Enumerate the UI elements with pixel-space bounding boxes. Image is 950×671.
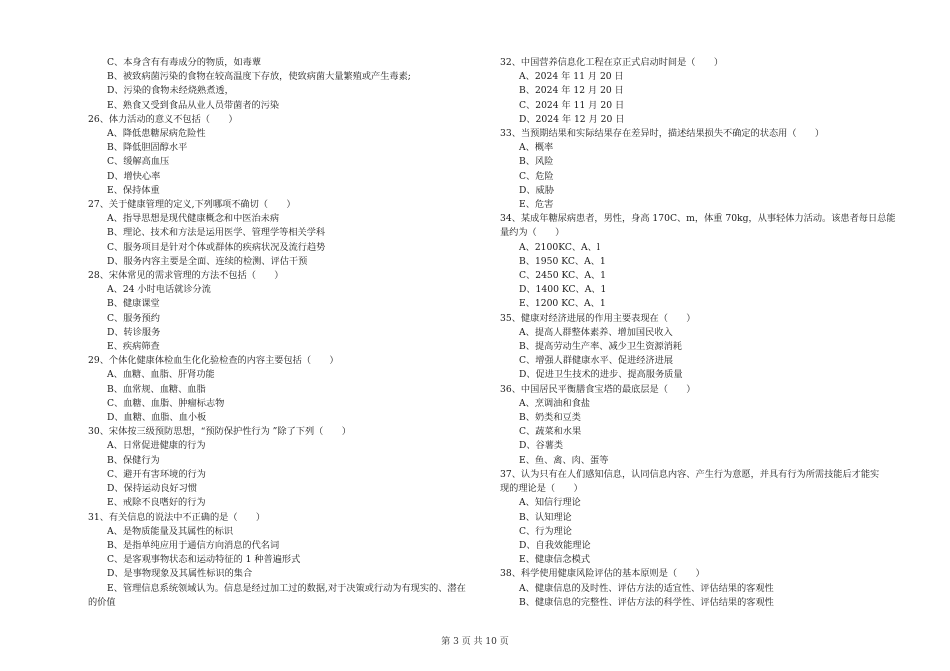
answer-option: C、蔬菜和水果 — [519, 426, 582, 438]
answer-option: A、降低患糖尿病危险性 — [107, 128, 206, 140]
answer-option: B、提高劳动生产率、减少卫生资源消耗 — [519, 341, 682, 353]
answer-option: A、血糖、血脂、肝肾功能 — [107, 369, 215, 381]
answer-option: A、24 小时电话就诊分流 — [107, 284, 211, 296]
answer-option: A、日常促进健康的行为 — [107, 440, 206, 452]
answer-option: C、服务项目是针对个体或群体的疾病状况及流行趋势 — [107, 241, 326, 253]
right-column — [500, 56, 900, 610]
answer-option: B、理论、技术和方法是运用医学、管理学等相关学科 — [107, 227, 326, 239]
answer-option: B、认知理论 — [519, 511, 572, 523]
answer-option: B、血常规、血糖、血脂 — [107, 383, 206, 395]
answer-option: C、是客观事物状态和运动特征的 1 种普遍形式 — [107, 554, 301, 566]
answer-option: A、知信行理论 — [519, 497, 581, 509]
answer-option: A、概率 — [519, 142, 554, 154]
answer-option: D、转诊服务 — [107, 326, 161, 338]
answer-option: C、2024 年 11 月 20 日 — [519, 99, 625, 111]
answer-option: C、行为理论 — [519, 525, 572, 537]
answer-option: B、奶类和豆类 — [519, 412, 581, 424]
question-text: 27、关于健康管理的定义,下列哪项不确切（ ） — [88, 199, 296, 211]
answer-option: D、服务内容主要是全面、连续的检测、评估干预 — [107, 255, 308, 267]
answer-option: B、2024 年 12 月 20 日 — [519, 85, 624, 97]
answer-option: E、健康信念模式 — [519, 554, 591, 566]
answer-option: B、风险 — [519, 156, 554, 168]
answer-option: C、缓解高血压 — [107, 156, 170, 168]
answer-option: A、健康信息的及时性、评估方法的适宜性、评估结果的客观性 — [519, 582, 774, 594]
answer-option: D、血糖、血脂、血小板 — [107, 412, 207, 424]
answer-option: D、2024 年 12 月 20 日 — [519, 113, 625, 125]
answer-option: B、1950 KC、A、1 — [519, 255, 606, 267]
answer-option: B、是指单纯应用于通信方向消息的代名词 — [107, 539, 280, 551]
answer-option: D、保持运动良好习惯 — [107, 483, 198, 495]
answer-option: D、是事物现象及其属性标识的集合 — [107, 568, 253, 580]
answer-option: E、保持体重 — [107, 184, 160, 196]
answer-option: B、健康课堂 — [107, 298, 160, 310]
question-text: 29、个体化健康体检血生化化验检查的内容主要包括（ ） — [88, 355, 339, 367]
answer-option: E、1200 KC、A、1 — [519, 298, 606, 310]
answer-option: A、2024 年 11 月 20 日 — [519, 71, 624, 83]
answer-option: D、自我效能理论 — [519, 539, 591, 551]
answer-option: A、指导思想是现代健康概念和中医治未病 — [107, 213, 280, 225]
answer-option: D、谷薯类 — [519, 440, 564, 452]
question-text: 现的理论是（ ） — [500, 483, 583, 495]
question-text: 33、当预期结果和实际结果存在差异时，描述结果损失不确定的状态用（ ） — [500, 128, 825, 140]
answer-option: E、危害 — [519, 199, 554, 211]
page-number-footer: 第 3 页 共 10 页 — [441, 637, 509, 647]
question-text: 32、中国营养信息化工程在京正式启动时间是（ ） — [500, 57, 724, 68]
answer-option: C、血糖、血脂、肿瘤标志物 — [107, 397, 225, 409]
answer-option: C、服务预约 — [107, 312, 160, 324]
answer-option: E、疾病筛查 — [107, 341, 160, 353]
answer-option: B、被致病菌污染的食物在较高温度下存放，使致病菌大量繁殖或产生毒素; — [107, 71, 411, 83]
answer-option: B、健康信息的完整性、评估方法的科学性、评估结果的客观性 — [519, 596, 774, 608]
question-text: 量约为（ ） — [500, 227, 565, 239]
answer-option: B、保健行为 — [107, 454, 160, 466]
answer-option: E、鱼、禽、肉、蛋等 — [519, 454, 609, 466]
answer-option: A、烹调油和食盐 — [519, 397, 590, 409]
answer-option: C、增强人群健康水平、促进经济进展 — [519, 355, 674, 367]
answer-option: C、本身含有有毒成分的物质，如毒蕈 — [107, 57, 262, 68]
answer-option: E、熟食又受到食品从业人员带菌者的污染 — [107, 99, 280, 111]
left-column — [88, 56, 490, 610]
answer-option: A、提高人群整体素养、增加国民收入 — [519, 326, 673, 338]
question-text: 31、有关信息的说法中不正确的是（ ） — [88, 511, 266, 523]
answer-option: D、污染的食物未经烧熟煮透， — [107, 85, 234, 97]
answer-option: A、是物质能量及其属性的标识 — [107, 525, 234, 537]
answer-option: A、2100KC、A、l — [519, 241, 600, 253]
answer-option: C、避开有害环境的行为 — [107, 468, 206, 480]
question-text: 30、宋体按三级预防思想，“预防保护性行为 ”除了下列（ ） — [88, 426, 351, 438]
answer-option: D、威胁 — [519, 184, 554, 196]
answer-option: D、增快心率 — [107, 170, 161, 182]
answer-option: C、2450 KC、A、1 — [519, 270, 607, 282]
question-text: 34、某成年糖尿病患者，男性，身高 170C、m，体重 70kg，从事轻体力活动。该患者每日总能 — [500, 213, 896, 225]
question-text: 37、认为只有在人们感知信息，认同信息内容、产生行为意愿，并具有行为所需技能后才能实 — [500, 468, 880, 480]
question-text: 36、中国居民平衡膳食宝塔的最底层是（ ） — [500, 383, 696, 395]
answer-option: E、戒除不良嗜好的行为 — [107, 497, 206, 509]
answer-option: D、1400 KC、A、1 — [519, 284, 607, 296]
question-text: 35、健康对经济进展的作用主要表现在（ ） — [500, 312, 696, 324]
answer-option: B、降低胆固醇水平 — [107, 142, 188, 154]
answer-option: C、危险 — [519, 170, 554, 182]
answer-option: D、促进卫生技术的进步、提高服务质量 — [519, 369, 683, 381]
question-text: 的价值 — [88, 596, 116, 608]
question-text: 28、宋体常见的需求管理的方法不包括（ ） — [88, 270, 284, 282]
question-text: 38、科学使用健康风险评估的基本原则是（ ） — [500, 568, 705, 580]
answer-option: E、管理信息系统领域认为。信息是经过加工过的数据,对于决策或行动为有现实的、潜在 — [107, 582, 466, 594]
question-text: 26、体力活动的意义不包括（ ） — [88, 113, 238, 125]
